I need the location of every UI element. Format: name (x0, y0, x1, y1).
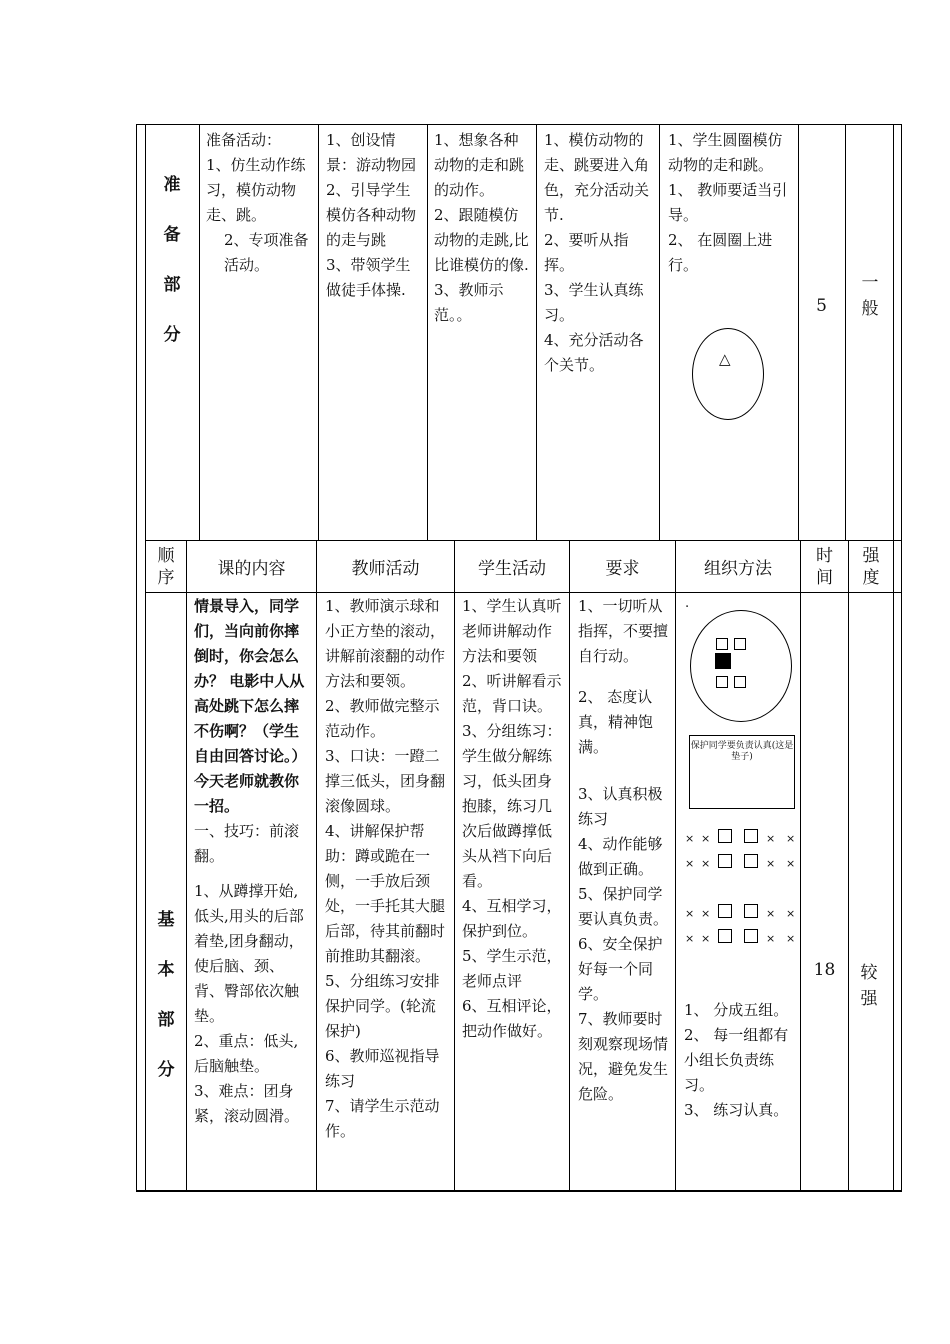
mat-square-icon (718, 929, 732, 943)
mat-square-icon (744, 854, 758, 868)
teacher-triangle-icon: △ (719, 350, 731, 368)
mat-square-icon (718, 904, 732, 918)
mat-square-icon (744, 929, 758, 943)
basic-student: 1、学生认真听老师讲解动作方法和要领 2、听讲解看示范，背口诀。 3、分组练习：学生做分解练习，低头团身抱膝，练习几次后做蹲撑低头从裆下向后看。 4、互相学习，保护到位。 5、学生示范，老师点评 6、互相评论，把动作做好。 (462, 597, 562, 1040)
header-time: 时间 (816, 545, 833, 588)
student-square-icon (716, 676, 728, 688)
mat-square-icon (718, 829, 732, 843)
org-circle-diagram (690, 610, 792, 722)
basic-time: 18 (813, 960, 836, 980)
basic-content: 情景导入，同学们，当向前你摔倒时，你会怎么办？ 电影中人从高处跳下怎么摔不伤啊？（学生自由回答讨论。）今天老师就教你一招。 一、技巧：前滚翻。 1、从蹲撑开始,低头,用头的后部着垫,团身翻动，使后脑、颈、背、臀部依次触垫。 2、重点：低头,后脑触垫。 3、难点：团身紧，滚动圆滑。 (194, 597, 307, 1125)
student-square-icon (734, 676, 746, 688)
basic-section-label: 基 本 部 分 (157, 910, 175, 1080)
header-student: 学生活动 (478, 559, 546, 579)
prep-section-label: 准 备 部 分 (163, 175, 181, 345)
header-intensity: 强度 (862, 545, 880, 588)
header-content: 课的内容 (217, 559, 286, 579)
prep-organization: 1、学生圆圈模仿动物的走和跳。 1、 教师要适当引导。 2、 在圆圈上进行。 (668, 131, 788, 274)
header-requirements: 要求 (605, 559, 640, 579)
basic-requirements: 1、一切听从指挥，不要擅自行动。 2、 态度认真，精神饱满。 3、认真积极练习 4、动作能够做到正确。 5、保护同学要认真负责。 6、安全保护好每一个同学。 7、教师要时刻观察现场情况，避免发生危险。 (578, 597, 669, 1103)
header-teacher: 教师活动 (351, 559, 420, 579)
org-dot: . (685, 596, 690, 611)
mat-square-icon (744, 829, 758, 843)
prep-content: 准备活动： 1、仿生动作练习，模仿动物走、跳。 2、专项准备活动。 (206, 131, 309, 274)
prep-student: 1、想象各种动物的走和跳的动作。 2、跟随模仿动物的走跳,比比谁模仿的像. 3、教师示范。。 (434, 131, 529, 324)
header-order: 顺序 (157, 545, 175, 588)
mat-square-icon (744, 904, 758, 918)
prep-requirements: 1、模仿动物的走、跳要进入角色，充分活动关节. 2、要听从指挥。 3、学生认真练习。 4、充分活动各个关节。 (544, 131, 650, 374)
mat-square-icon (718, 854, 732, 868)
mat-box: 保护同学要负责认真(这是垫子) (689, 735, 795, 809)
header-organization: 组织方法 (704, 559, 772, 579)
basic-organization: 1、 分成五组。 2、 每一组都有小组长负责练习。 3、 练习认真。 (684, 1001, 789, 1119)
prep-time: 5 (816, 296, 827, 316)
teacher-square-icon (715, 653, 731, 669)
prep-intensity: 一般 (861, 273, 879, 319)
basic-intensity: 较强 (860, 963, 878, 1009)
student-square-icon (734, 638, 746, 650)
basic-teacher: 1、教师演示球和小正方垫的滚动，讲解前滚翻的动作方法和要领。 2、教师做完整示范动作。 3、口诀：一蹬二撑三低头，团身翻滚像圆球。 4、讲解保护帮助：蹲或跪在一侧，一手放后颈处，一手托其大腿后部，待其前翻时前推助其翻滚。 5、分组练习安排保护同学。(轮流保护) 6、教师巡视指导练习 7、请学生示范动作。 (325, 597, 446, 1140)
student-square-icon (716, 638, 728, 650)
prep-teacher: 1、创设情景：游动物园 2、引导学生模仿各种动物的走与跳 3、带领学生做徒手体操. (326, 131, 417, 299)
prep-circle-diagram (692, 328, 764, 420)
